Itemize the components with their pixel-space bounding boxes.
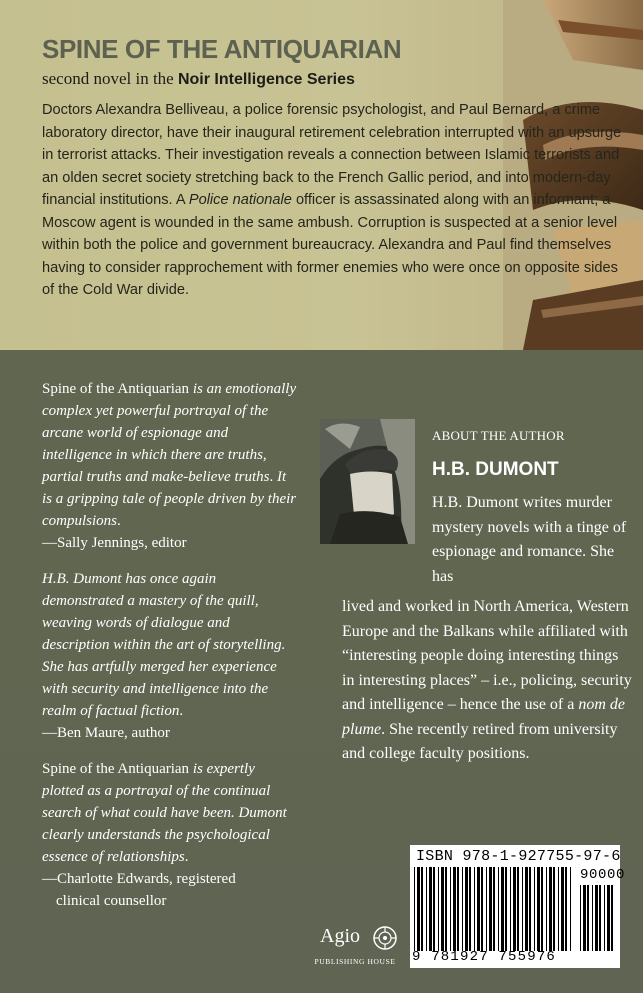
barcode-bar bbox=[421, 867, 423, 951]
review-1-mid: . bbox=[269, 469, 277, 485]
barcode-bar bbox=[498, 867, 499, 951]
barcode-bar bbox=[414, 867, 415, 951]
barcode-bar bbox=[558, 867, 559, 951]
subtitle-prefix: second novel in the bbox=[42, 69, 178, 88]
author-bio-part-1: lived and worked in North America, Western Europe and the Balkans while affiliated with “interesting people doing interesting things in interesting places” – i.e., policing, security and intelligence – hence the use of a bbox=[342, 598, 632, 713]
barcode-bar bbox=[465, 867, 468, 951]
barcode-bar bbox=[429, 867, 432, 951]
publisher-name: Agio bbox=[320, 925, 360, 947]
barcode-bars bbox=[414, 867, 572, 951]
synopsis-part-1: Doctors Alexandra Belliveau, a police forensic psychologist, and Paul Bernard, a crime laboratory director, have their inaugural retirement celebration interrupted with an upsurge in terrorist attacks. Their investigation reveals a connection between Islamic terrorists and an olden secret society stretching back to the French Gallic period, and into modern-day financial institutions. A bbox=[42, 102, 622, 208]
barcode-bar bbox=[417, 867, 420, 951]
series-name: Noir Intelligence Series bbox=[177, 71, 355, 88]
barcode-bar bbox=[604, 885, 605, 951]
barcode-bar bbox=[457, 867, 459, 951]
price-addon-bars bbox=[580, 885, 616, 951]
ean-digits: 9 781927 755976 bbox=[412, 949, 557, 965]
barcode-bar bbox=[522, 867, 523, 951]
barcode-bar bbox=[501, 867, 504, 951]
barcode-bar bbox=[546, 867, 547, 951]
author-bio-bottom bbox=[342, 595, 632, 767]
review-2-attribution: —Ben Maure, author bbox=[42, 725, 170, 741]
barcode-bar bbox=[486, 867, 487, 951]
review-1-source: Spine of the Antiquarian bbox=[42, 381, 190, 397]
synopsis-panel bbox=[0, 0, 643, 350]
barcode-bar bbox=[607, 885, 610, 951]
author-bio-italic: nom de plume bbox=[342, 696, 625, 738]
review-2-end: . bbox=[179, 703, 184, 719]
review-1-quote-b: It is a gripping tale of people driven by their compulsions bbox=[42, 469, 297, 529]
review-3-source: Spine of the Antiquarian bbox=[42, 761, 190, 777]
barcode-bar bbox=[438, 867, 439, 951]
review-3 bbox=[42, 758, 297, 912]
barcode-bar bbox=[583, 885, 586, 951]
barcode-bar bbox=[561, 867, 564, 951]
publisher-house: PUBLISHING HOUSE bbox=[314, 957, 396, 966]
barcode-bar bbox=[462, 867, 463, 951]
barcode-bar bbox=[433, 867, 435, 951]
barcode-bar bbox=[517, 867, 519, 951]
barcode-bar bbox=[489, 867, 492, 951]
barcode-bar bbox=[477, 867, 480, 951]
barcode-bar bbox=[553, 867, 555, 951]
series-subtitle bbox=[42, 69, 355, 89]
publisher-emblem-icon bbox=[372, 925, 398, 951]
barcode-bar bbox=[541, 867, 543, 951]
barcode-bar bbox=[441, 867, 444, 951]
synopsis-part-2: officer is assassinated along with an informant; a Moscow agent is wounded in the same ambush. Corruption is suspected at a senior level within both the police and government bureaucracy. Alexandra and Paul find themselves having to consider rapprochement with former enemies who were once on opposite sides of the Cold War divide. bbox=[42, 192, 618, 298]
barcode-bar bbox=[474, 867, 475, 951]
review-3-quote: is expertly plotted as a portrayal of the continual search of what could have been. Dumont clearly understands the psychological essence of relationships bbox=[42, 761, 287, 865]
barcode-bar bbox=[611, 885, 613, 951]
barcode-bar bbox=[580, 885, 581, 951]
author-bio-top: H.B. Dumont writes murder mystery novels with a tinge of espionage and romance. She has bbox=[432, 494, 627, 585]
barcode-bar bbox=[534, 867, 535, 951]
review-3-end: . bbox=[184, 849, 189, 865]
book-title: SPINE OF THE ANTIQUARIAN bbox=[42, 34, 402, 64]
isbn-barcode bbox=[410, 845, 626, 968]
isbn-number: ISBN 978-1-927755-97-6 bbox=[416, 848, 621, 865]
publisher-logo bbox=[306, 921, 404, 971]
review-2 bbox=[42, 568, 297, 744]
barcode-bar bbox=[525, 867, 528, 951]
about-author-label: ABOUT THE AUTHOR bbox=[432, 428, 565, 443]
reviews-column bbox=[42, 378, 297, 926]
barcode-bar bbox=[570, 867, 571, 951]
price-addon-number: 90000 bbox=[580, 867, 626, 883]
barcode-bar bbox=[587, 885, 589, 951]
review-1 bbox=[42, 378, 297, 554]
barcode-bar bbox=[445, 867, 447, 951]
barcode-bar bbox=[493, 867, 495, 951]
review-3-attribution-line-2: clinical counsellor bbox=[56, 893, 167, 909]
barcode-bar bbox=[592, 885, 593, 951]
barcode-bar bbox=[529, 867, 531, 951]
barcode-bar bbox=[469, 867, 471, 951]
author-photo bbox=[320, 419, 415, 544]
barcode-bar bbox=[537, 867, 540, 951]
barcode-bar bbox=[595, 885, 598, 951]
review-2-quote: H.B. Dumont has once again demonstrated a mastery of the quill, weaving words of dialogue and description within the art of storytelling. She has artfully merged her experience with security and intelligence into the realm of factual fiction bbox=[42, 571, 286, 719]
barcode-bar bbox=[426, 867, 427, 951]
barcode-bar bbox=[549, 867, 552, 951]
barcode-bar bbox=[450, 867, 451, 951]
barcode-bar bbox=[599, 885, 601, 951]
barcode-bar bbox=[505, 867, 507, 951]
barcode-bar bbox=[453, 867, 456, 951]
barcode-bar bbox=[510, 867, 511, 951]
synopsis-text bbox=[42, 99, 627, 302]
barcode-bar bbox=[565, 867, 567, 951]
author-bio-part-2: . She recently retired from university and college faculty positions. bbox=[342, 720, 618, 762]
review-1-end: . bbox=[117, 513, 121, 529]
barcode-bar bbox=[481, 867, 483, 951]
barcode-bar bbox=[513, 867, 516, 951]
author-name: H.B. DUMONT bbox=[432, 459, 559, 480]
synopsis-italic: Police nationale bbox=[188, 192, 292, 208]
review-3-attribution-line-1: —Charlotte Edwards, registered bbox=[42, 871, 236, 887]
review-1-quote-a: is an emotionally complex yet powerful portrayal of the arcane world of espionage and intelligence in which there are truths, partial truths and make-believe truths bbox=[42, 381, 297, 485]
review-1-attribution: —Sally Jennings, editor bbox=[42, 535, 187, 551]
